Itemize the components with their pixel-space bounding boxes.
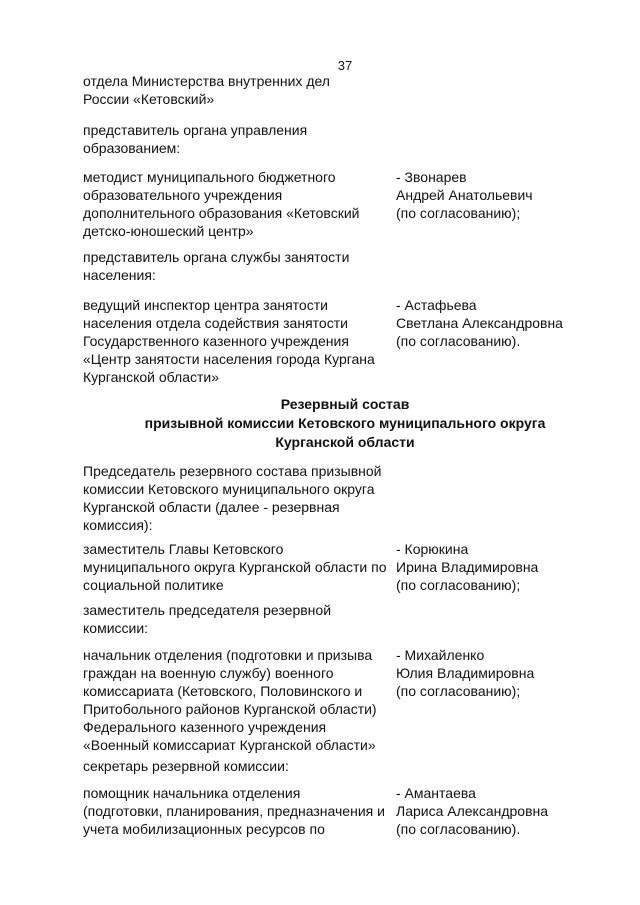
document-text-block: представитель органа управления образованием: [83, 122, 308, 156]
member-name-block: - Михайленко Юлия Владимировна (по согласованию); [396, 647, 535, 699]
heading-line: Курганской области [275, 434, 415, 450]
heading-line: призывной комиссии Кетовского муниципального округа [144, 415, 546, 431]
page-number: 37 [337, 58, 353, 73]
heading-line: Резервный состав [280, 396, 410, 412]
member-name-block: - Астафьева Светлана Александровна (по согласованию). [396, 297, 563, 349]
document-text-block: секретарь резервной комиссии: [83, 758, 289, 774]
member-name-block: - Амантаева Лариса Александровна (по согласованию). [396, 785, 549, 837]
document-text-block: представитель органа службы занятости населения: [83, 249, 350, 283]
document-text-block: методист муниципального бюджетного образовательного учреждения дополнительного образования «Кетовский детско-юношеский центр» [83, 169, 360, 239]
document-text-block: Председатель резервного состава призывной комиссии Кетовского муниципального округа Курганской области (далее - резервная комиссия): [83, 463, 382, 533]
member-name-block: - Звонарев Андрей Анатольевич (по согласованию); [396, 169, 533, 221]
document-text-block: заместитель Главы Кетовского муниципального округа Курганской области по социальной политике [83, 541, 387, 593]
document-text-block: помощник начальника отделения (подготовки, планирования, предназначения и учета мобилизационных ресурсов по [83, 785, 385, 837]
document-text-block: отдела Министерства внутренних дел России «Кетовский» [83, 73, 330, 107]
document-text-block: заместитель председателя резервной комиссии: [83, 602, 332, 636]
document-text-block: начальник отделения (подготовки и призыва граждан на военную службу) военного комиссариата (Кетовского, Половинского и Притобольного районов Курганской области) Федерального казенного учреждения «Военный комиссариат Курганской области» [83, 647, 377, 753]
section-heading [0, 395, 640, 452]
document-text-block: ведущий инспектор центра занятости населения отдела содействия занятости Государственного казенного учреждения «Центр занятости населения города Кургана Курганской области» [83, 297, 375, 385]
member-name-block: - Корюкина Ирина Владимировна (по согласованию); [396, 541, 539, 593]
